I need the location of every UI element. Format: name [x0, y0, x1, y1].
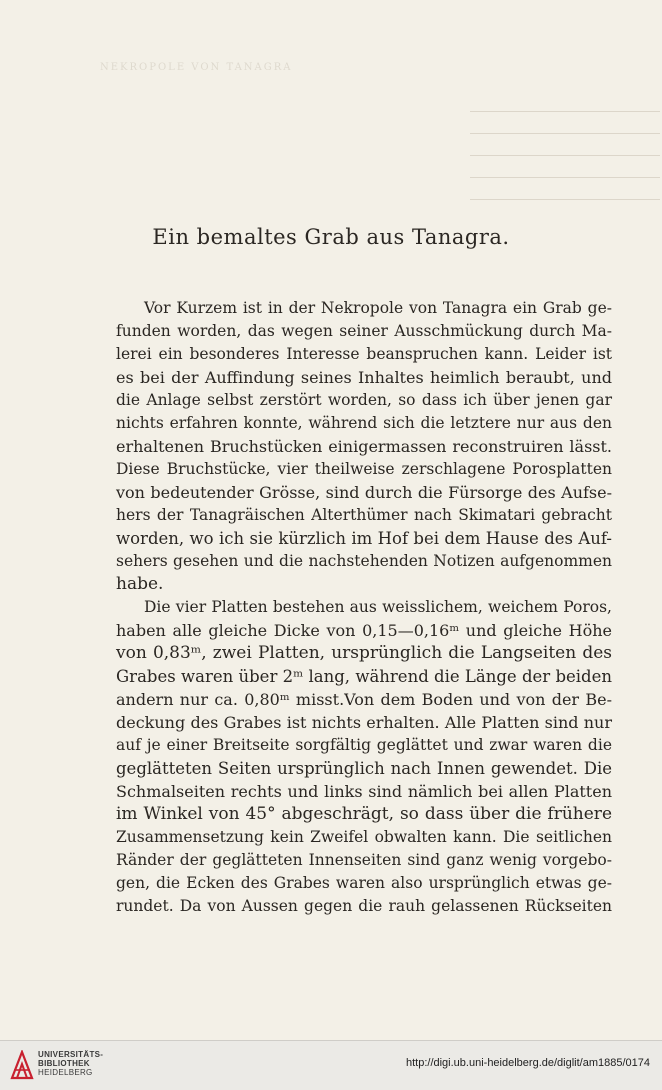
text-line: erhaltenen Bruchstücken einigermassen reconstruiren lässt.	[116, 437, 612, 456]
text-line: nichts erfahren konnte, während sich die letztere nur aus den	[116, 414, 612, 432]
bleed-through-text-lines	[470, 90, 660, 210]
text-line: von 0,83ᵐ, zwei Platten, ursprünglich die Langseiten des	[116, 643, 612, 663]
institution-name-line: UNIVERSITÄTS-	[38, 1050, 104, 1059]
text-line: habe.	[116, 574, 164, 594]
ghost-line	[470, 155, 660, 156]
running-head-bleed-through: NEKROPOLE VON TANAGRA	[100, 62, 293, 73]
ghost-line	[470, 199, 660, 200]
text-line: es bei der Auffindung seines Inhaltes heimlich beraubt, und	[116, 368, 612, 387]
text-line: Diese Bruchstücke, vier theilweise zerschlagene Porosplatten	[116, 460, 612, 478]
institution-name-line: HEIDELBERG	[38, 1068, 93, 1077]
text-line: worden, wo ich sie kürzlich im Hof bei dem Hause des Auf-	[116, 529, 612, 548]
institution-name	[38, 1050, 103, 1077]
text-line: sehers gesehen und die nachstehenden Notizen aufgenommen	[116, 552, 612, 570]
text-line: andern nur ca. 0,80ᵐ misst.Von dem Boden und von der Be-	[116, 690, 612, 709]
text-line: Ränder der geglätteten Innenseiten sind ganz wenig vorgebo-	[116, 851, 612, 869]
text-line: hers der Tanagräischen Alterthümer nach Skimatari gebracht	[116, 506, 612, 524]
ghost-line	[470, 133, 660, 134]
source-url[interactable]: http://digi.ub.uni-heidelberg.de/diglit/am1885/0174	[405, 1057, 650, 1069]
article-body	[116, 297, 612, 918]
text-line: Grabes waren über 2ᵐ lang, während die Länge der beiden	[116, 667, 612, 686]
text-line: Die vier Platten bestehen aus weisslichem, weichem Poros,	[144, 598, 612, 616]
ghost-line	[470, 177, 660, 178]
ghost-line	[470, 111, 660, 112]
article-title: Ein bemaltes Grab aus Tanagra.	[152, 225, 510, 249]
text-line: Zusammensetzung kein Zweifel obwalten kann. Die seitlichen	[116, 828, 612, 846]
text-line: gen, die Ecken des Grabes waren also ursprünglich etwas ge-	[116, 874, 612, 892]
text-line: geglätteten Seiten ursprünglich nach Innen gewendet. Die	[116, 759, 612, 778]
text-line: deckung des Grabes ist nichts erhalten. Alle Platten sind nur	[116, 713, 612, 732]
text-line: auf je einer Breitseite sorgfältig geglättet und zwar waren die	[116, 736, 612, 754]
text-line: Schmalseiten rechts und links sind nämlich bei allen Platten	[116, 782, 612, 801]
text-line: im Winkel von 45° abgeschrägt, so dass über die frühere	[116, 804, 612, 824]
text-line: von bedeutender Grösse, sind durch die Fürsorge des Aufse-	[116, 483, 612, 502]
text-line: lerei ein besonderes Interesse beanspruchen kann. Leider ist	[116, 345, 612, 363]
institution-name-line: BIBLIOTHEK	[38, 1059, 90, 1068]
text-line: Vor Kurzem ist in der Nekropole von Tanagra ein Grab ge-	[144, 299, 612, 317]
digital-library-footer	[0, 1040, 662, 1090]
text-line: funden worden, das wegen seiner Ausschmückung durch Ma-	[116, 322, 612, 340]
text-line: rundet. Da von Aussen gegen die rauh gelassenen Rückseiten	[116, 897, 612, 915]
text-line: die Anlage selbst zerstört worden, so dass ich über jenen gar	[116, 391, 612, 409]
text-line: haben alle gleiche Dicke von 0,15—0,16ᵐ und gleiche Höhe	[116, 621, 612, 640]
heidelberg-library-logo-icon[interactable]	[10, 1050, 34, 1080]
